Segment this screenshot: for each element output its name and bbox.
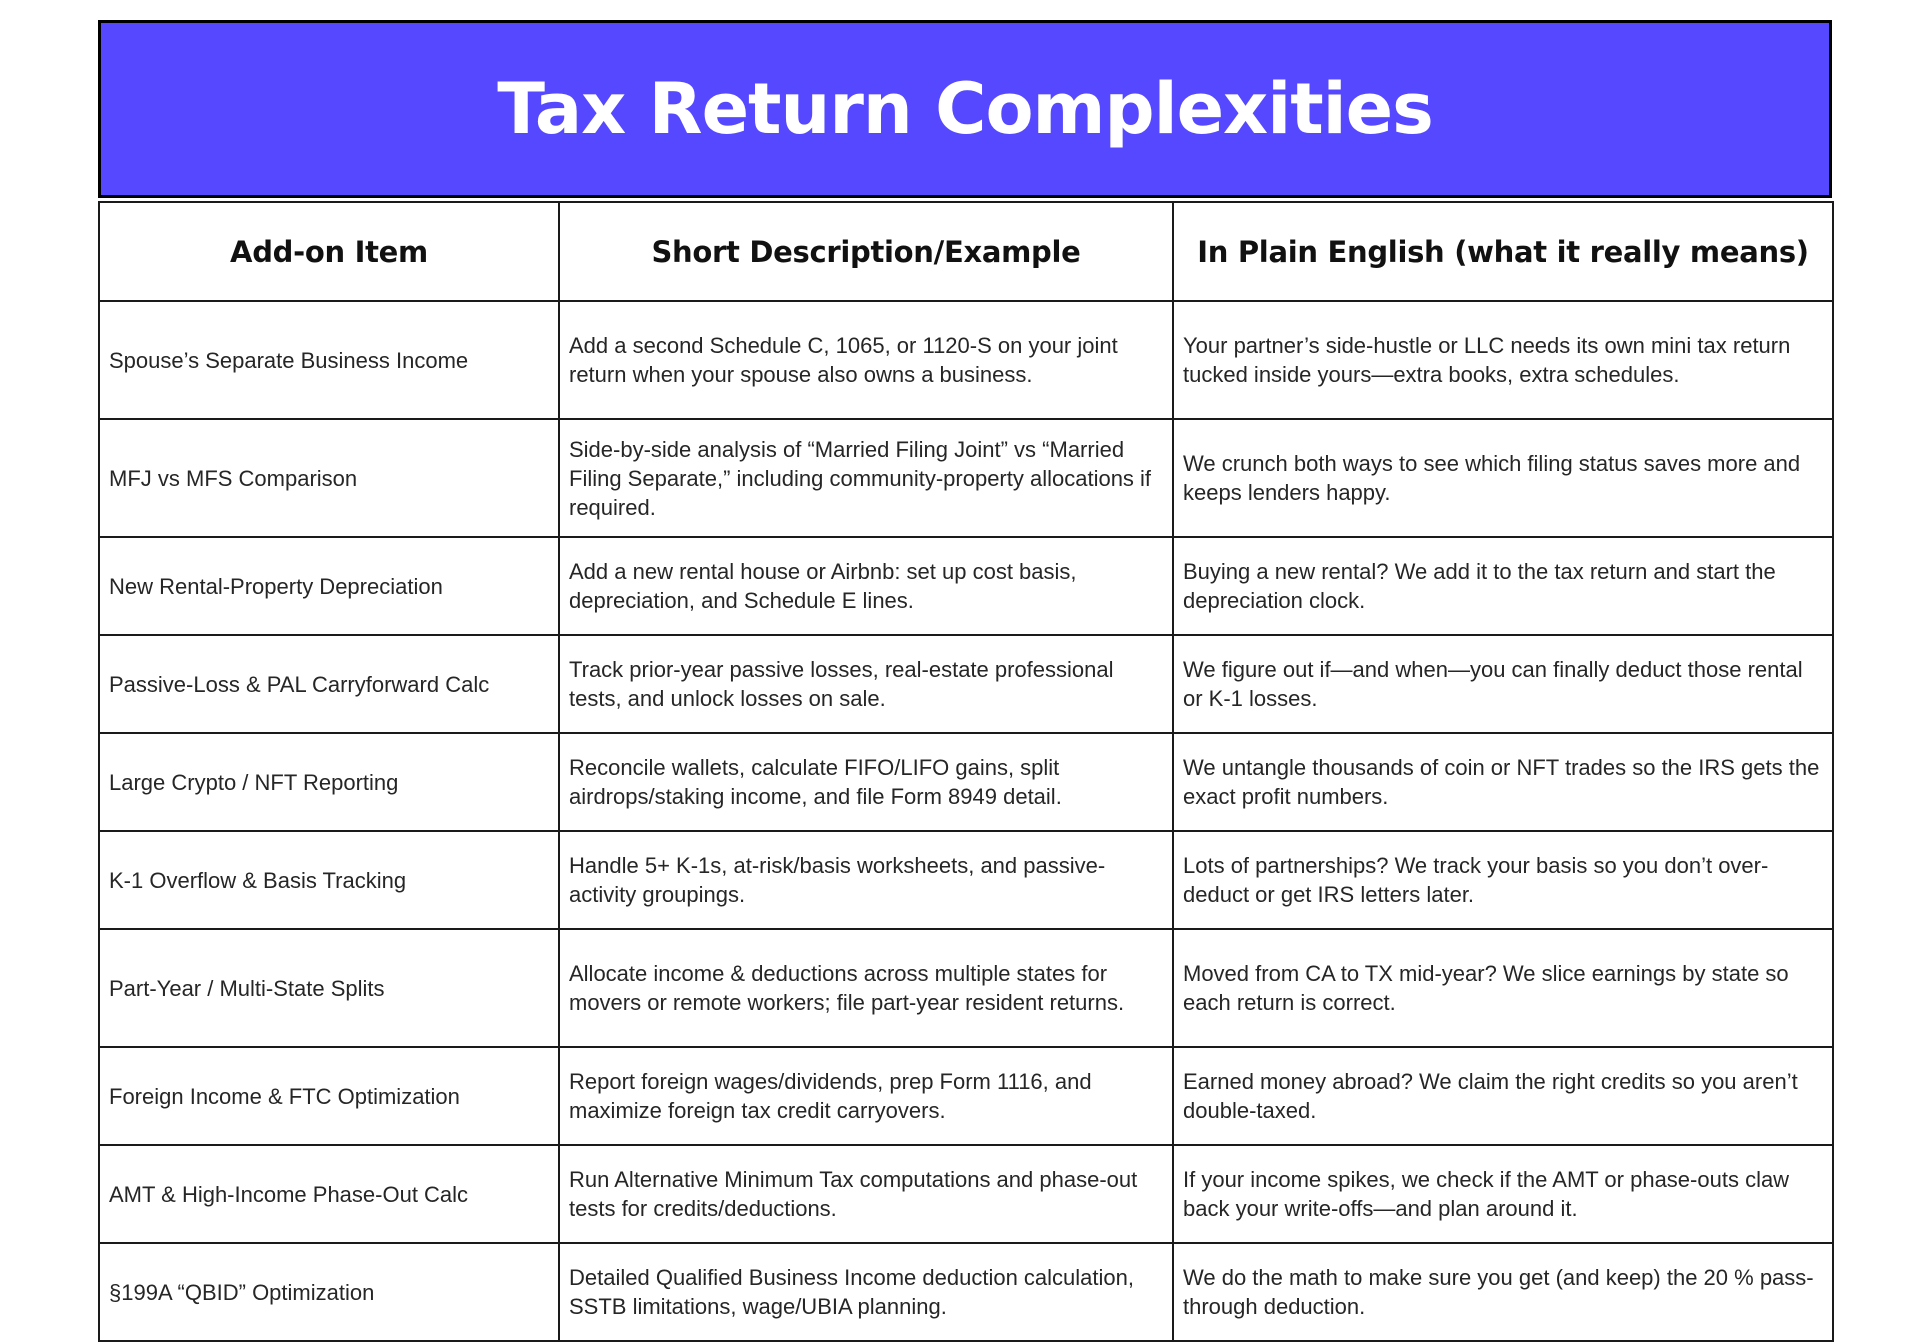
table-row xyxy=(99,1243,1833,1341)
table-row xyxy=(99,1047,1833,1145)
plain-english-cell: If your income spikes, we check if the AMT or phase-outs claw back your write-offs—and plan around it. xyxy=(1173,1145,1833,1243)
description-cell: Handle 5+ K-1s, at-risk/basis worksheets, and passive-activity groupings. xyxy=(559,831,1173,929)
table-row xyxy=(99,419,1833,537)
description-cell: Reconcile wallets, calculate FIFO/LIFO gains, split airdrops/staking income, and file Form 8949 detail. xyxy=(559,733,1173,831)
title-banner xyxy=(98,20,1832,198)
table-row xyxy=(99,635,1833,733)
description-cell: Add a new rental house or Airbnb: set up cost basis, depreciation, and Schedule E lines. xyxy=(559,537,1173,635)
table-header-row xyxy=(99,202,1833,301)
description-cell: Side-by-side analysis of “Married Filing Joint” vs “Married Filing Separate,” including community-property allocations if required. xyxy=(559,419,1173,537)
plain-english-cell: Earned money abroad? We claim the right credits so you aren’t double-taxed. xyxy=(1173,1047,1833,1145)
column-header-plain-english: In Plain English (what it really means) xyxy=(1173,202,1833,301)
table-row xyxy=(99,831,1833,929)
description-cell: Add a second Schedule C, 1065, or 1120-S on your joint return when your spouse also owns a business. xyxy=(559,301,1173,419)
table-row xyxy=(99,929,1833,1047)
plain-english-cell: We untangle thousands of coin or NFT trades so the IRS gets the exact profit numbers. xyxy=(1173,733,1833,831)
page-title: Tax Return Complexities xyxy=(497,68,1433,150)
add-on-item-cell: Spouse’s Separate Business Income xyxy=(99,301,559,419)
description-cell: Detailed Qualified Business Income deduction calculation, SSTB limitations, wage/UBIA planning. xyxy=(559,1243,1173,1341)
plain-english-cell: Your partner’s side-hustle or LLC needs its own mini tax return tucked inside yours—extra books, extra schedules. xyxy=(1173,301,1833,419)
plain-english-cell: We figure out if—and when—you can finally deduct those rental or K-1 losses. xyxy=(1173,635,1833,733)
add-on-item-cell: AMT & High-Income Phase-Out Calc xyxy=(99,1145,559,1243)
plain-english-cell: We do the math to make sure you get (and keep) the 20 % pass-through deduction. xyxy=(1173,1243,1833,1341)
add-on-item-cell: K-1 Overflow & Basis Tracking xyxy=(99,831,559,929)
plain-english-cell: Lots of partnerships? We track your basis so you don’t over-deduct or get IRS letters later. xyxy=(1173,831,1833,929)
plain-english-cell: Moved from CA to TX mid-year? We slice earnings by state so each return is correct. xyxy=(1173,929,1833,1047)
add-on-item-cell: Part-Year / Multi-State Splits xyxy=(99,929,559,1047)
table-row xyxy=(99,1145,1833,1243)
description-cell: Report foreign wages/dividends, prep Form 1116, and maximize foreign tax credit carryovers. xyxy=(559,1047,1173,1145)
add-on-item-cell: Passive-Loss & PAL Carryforward Calc xyxy=(99,635,559,733)
add-on-item-cell: Foreign Income & FTC Optimization xyxy=(99,1047,559,1145)
plain-english-cell: We crunch both ways to see which filing status saves more and keeps lenders happy. xyxy=(1173,419,1833,537)
add-on-item-cell: New Rental-Property Depreciation xyxy=(99,537,559,635)
description-cell: Allocate income & deductions across multiple states for movers or remote workers; file part-year resident returns. xyxy=(559,929,1173,1047)
column-header-short-description: Short Description/Example xyxy=(559,202,1173,301)
add-on-item-cell: Large Crypto / NFT Reporting xyxy=(99,733,559,831)
document-sheet xyxy=(98,20,1832,1342)
add-on-item-cell: §199A “QBID” Optimization xyxy=(99,1243,559,1341)
description-cell: Run Alternative Minimum Tax computations and phase-out tests for credits/deductions. xyxy=(559,1145,1173,1243)
complexities-table xyxy=(98,201,1834,1342)
add-on-item-cell: MFJ vs MFS Comparison xyxy=(99,419,559,537)
column-header-add-on-item: Add-on Item xyxy=(99,202,559,301)
table-row xyxy=(99,733,1833,831)
description-cell: Track prior-year passive losses, real-estate professional tests, and unlock losses on sale. xyxy=(559,635,1173,733)
table-row xyxy=(99,537,1833,635)
table-row xyxy=(99,301,1833,419)
plain-english-cell: Buying a new rental? We add it to the tax return and start the depreciation clock. xyxy=(1173,537,1833,635)
